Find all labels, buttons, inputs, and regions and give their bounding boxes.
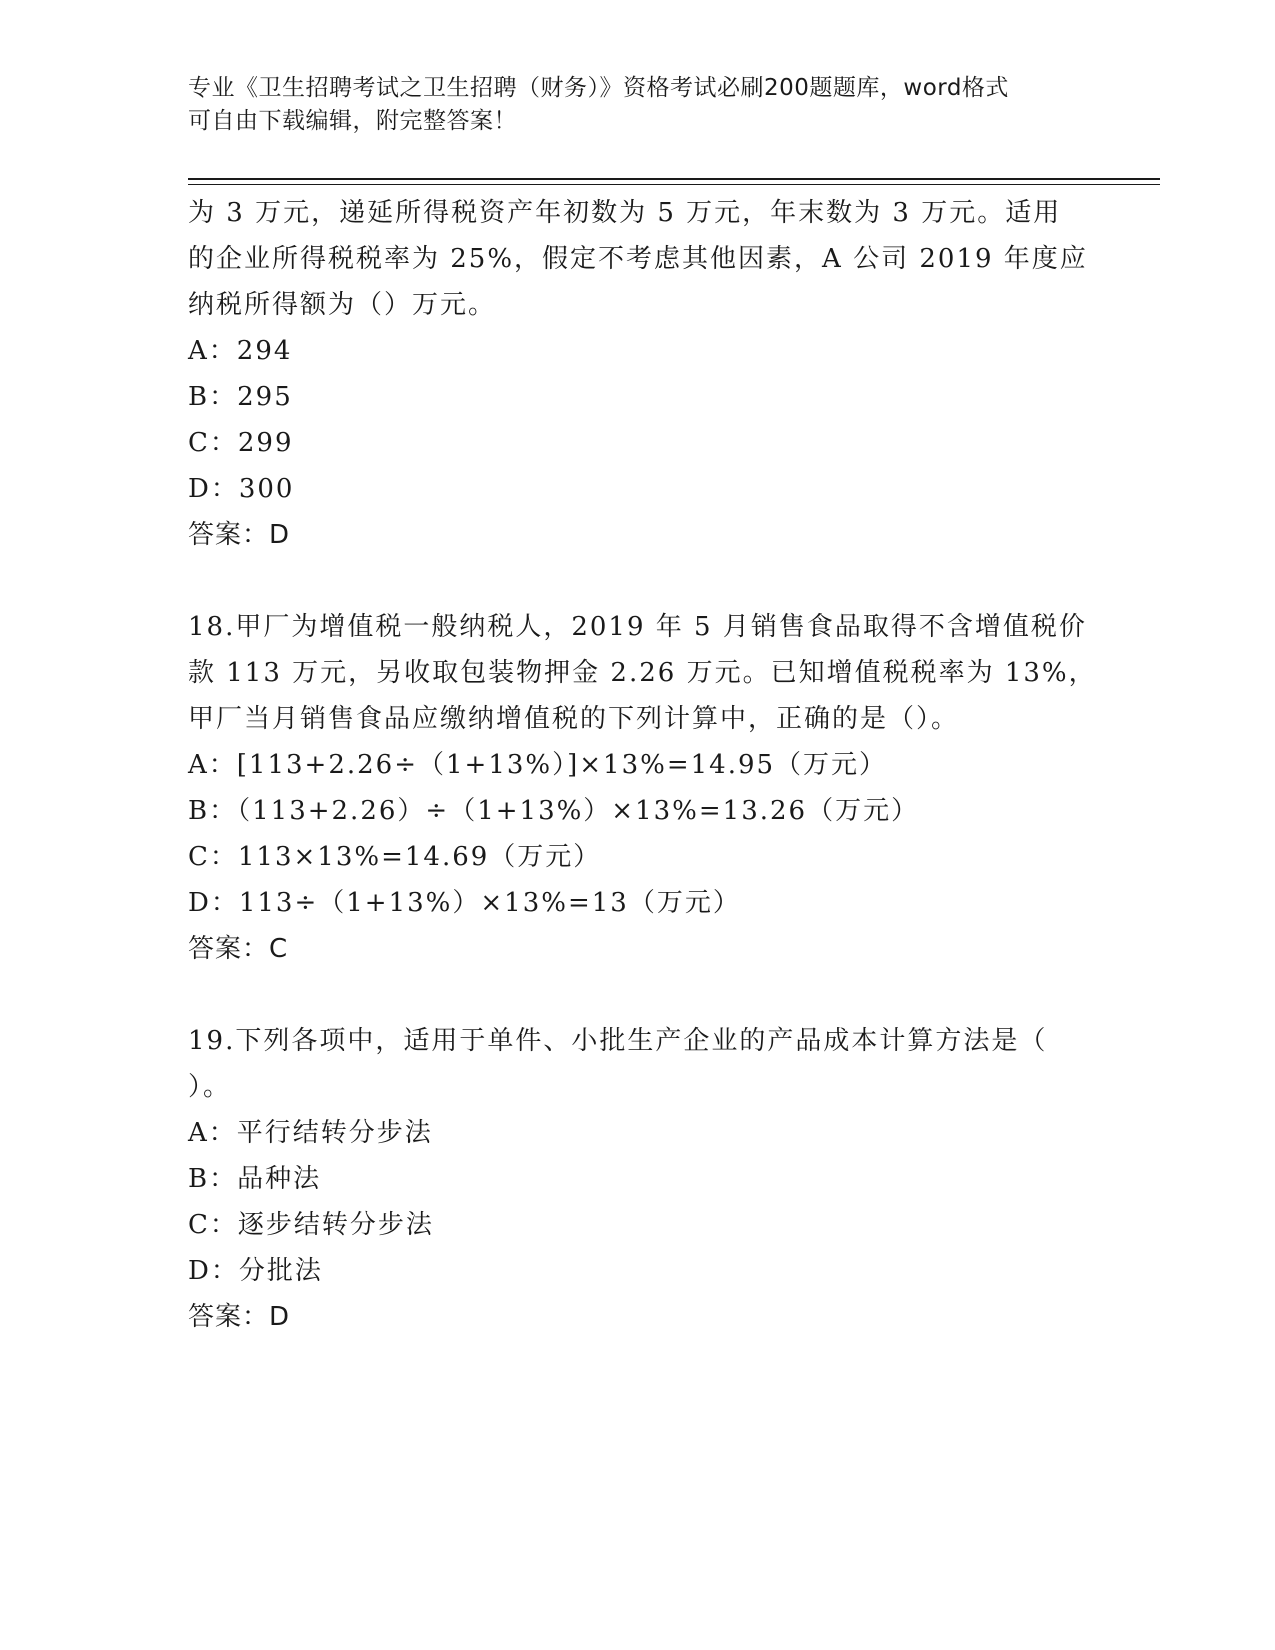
option-a: A：平行结转分步法 [188,1118,433,1148]
answer: 答案：D [188,1302,291,1332]
question-text-line: 款 113 万元，另收取包装物押金 2.26 万元。已知增值税税率为 13%， [188,658,1097,688]
option-b: B：品种法 [188,1164,322,1194]
document-body [188,190,1108,1340]
option-c: C：逐步结转分步法 [188,1210,434,1240]
option-b: B：（113+2.26）÷（1+13%）×13%=13.26（万元） [188,796,920,826]
question-text-line: 的企业所得税税率为 25%，假定不考虑其他因素，A 公司 2019 年度应 [188,244,1088,274]
question-text-line: 为 3 万元，递延所得税资产年初数为 5 万元，年末数为 3 万元。适用 [188,198,1062,228]
question-19 [188,1018,1108,1340]
document-header [188,72,1088,138]
answer: 答案：C [188,934,289,964]
header-line-2: 可自由下载编辑，附完整答案！ [188,108,517,134]
option-d: D：300 [188,474,295,504]
option-c: C：113×13%=14.69（万元） [188,842,602,872]
spacer [188,558,1108,604]
option-a: A：[113+2.26÷（1+13%）]×13%=14.95（万元） [188,750,888,780]
header-rule-thin [188,184,1160,185]
question-17 [188,190,1108,558]
option-d: D：113÷（1+13%）×13%=13（万元） [188,888,741,918]
question-text-line: 19.下列各项中，适用于单件、小批生产企业的产品成本计算方法是（ [188,1026,1048,1056]
option-a: A：294 [188,336,293,366]
question-text-line: 甲厂当月销售食品应缴纳增值税的下列计算中，正确的是（）。 [188,704,960,734]
answer: 答案：D [188,520,291,550]
option-c: C：299 [188,428,294,458]
question-text-line: 纳税所得额为（）万元。 [188,290,497,320]
question-text-line: 18.甲厂为增值税一般纳税人，2019 年 5 月销售食品取得不含增值税价 [188,612,1087,642]
header-rule-thick [188,178,1160,180]
question-text-line: ）。 [188,1072,232,1102]
spacer [188,972,1108,1018]
option-b: B：295 [188,382,293,412]
header-line-1: 专业《卫生招聘考试之卫生招聘（财务）》资格考试必刷200题题库，word格式 [188,75,1009,101]
option-d: D：分批法 [188,1256,323,1286]
question-18 [188,604,1108,972]
